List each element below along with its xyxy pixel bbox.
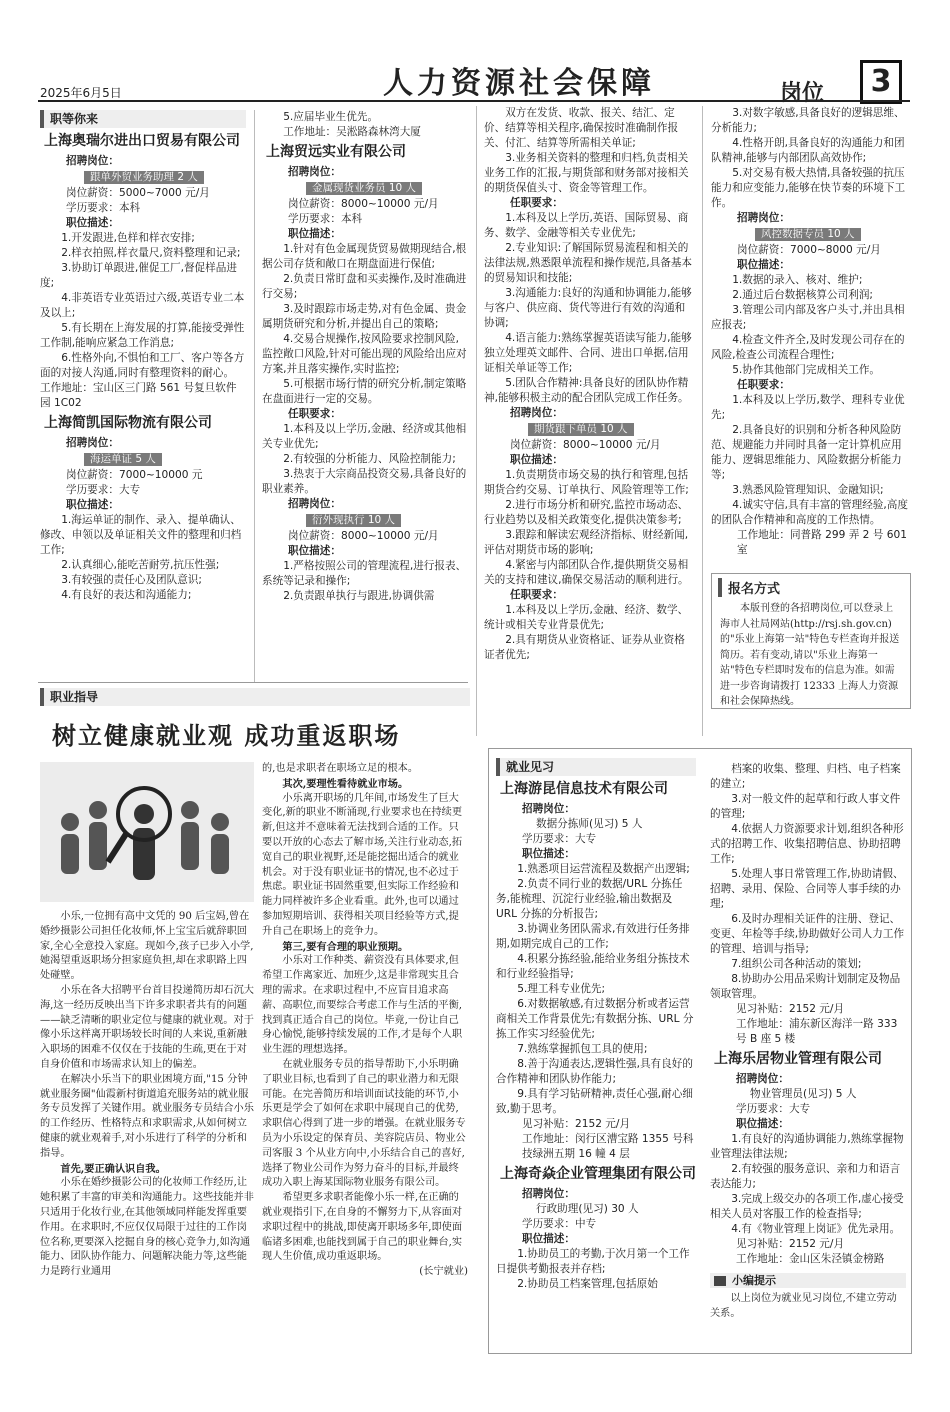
list-line: 2.协助员工档案管理,包括原始 [517, 1278, 658, 1290]
list-line: 5.对交易有极大热情,具备较强的抗压能力和应变能力,能够在快节奏的环境下工作。 [711, 167, 906, 209]
list-line: 1.本科及以上学历,金融、经济或其他相关专业优先; [262, 423, 467, 450]
editor-tip-label: 小编提示 [732, 1274, 776, 1287]
list-line: 7.熟练掌握抓包工具的使用; [517, 1043, 648, 1055]
label: 职位描述： [288, 228, 341, 240]
work-address: 工作地址：同普路 299 弄 2 号 601 室 [737, 529, 907, 556]
work-address: 工作地址：浦东新区海洋一路 333 号 B 座 5 楼 [736, 1018, 898, 1045]
section-bar-guide: 职业指导 [40, 688, 470, 706]
column-divider [476, 106, 477, 736]
list-line: 在就业服务专员的指导帮助下,小乐明确了职业目标,也看到了自己的职业潜力和无限可能。在完善简历和培训面试技能的环节,小乐更是学会了如何在求职中展现自己的优势,求职信心得到了进一步的增强。在就业服务专员为小乐设定的保育员、美容院店员、物业公司客服 3 个从业方向中,小乐结合自己的喜好,选择了物业公司作为努力奋斗的目标,并最终成功入职上海某国际物业服务有限公司。 [262, 1058, 466, 1189]
list-line: 3.管理公司内部及客户头寸,并出具相应报表; [711, 304, 905, 331]
list-line: 1.本科及以上学历,数学、理科专业优先; [711, 394, 905, 421]
label: 招聘岗位： [737, 212, 790, 224]
list-line: 1.针对有色金属现货贸易做期现结合,根据公司存货和敞口在期盘面进行保值; [262, 243, 467, 270]
education: 学历要求：大专 [736, 1103, 811, 1115]
column-4 [711, 106, 911, 558]
list-line: 5.理工科专业优先; [517, 983, 606, 995]
requirement-list [711, 393, 911, 528]
label: 任职要求： [288, 408, 341, 420]
list-line: 1.有良好的沟通协调能力,熟练掌握物业管理法律法规; [710, 1133, 904, 1160]
list-line: 3.熟悉风险管理知识、金融知识; [732, 484, 884, 496]
label: 职位描述： [288, 545, 341, 557]
page-number: 3 [860, 60, 902, 104]
list-line: 4.性格开朗,具备良好的沟通能力和团队精神,能够与内部团队高效协作; [711, 137, 905, 164]
duty-list [710, 1132, 906, 1237]
guide-column-2 [262, 762, 468, 1280]
list-line: 小乐在婚纱摄影公司的化妆师工作经历,让她积累了丰富的审美和沟通能力。这些技能并非只适用于化妆行业,在其他领域同样能发挥重要作用。在求职时,不应仅仅局限于过往的工作岗位名称,更要深入挖掘自身的核心竞争力,如沟通能力、团队协作能力、问题解决能力等,这些能力是跨行业通用 [40, 1177, 254, 1278]
list-line: 5.有长期在上海发展的打算,能接受弹性工作制,能响应紧急工作消息; [40, 322, 245, 349]
list-line: 5.应届毕业生优先。 [283, 111, 379, 123]
section-bar-internship: 就业见习 [496, 758, 696, 776]
intro-paragraphs [40, 910, 254, 1162]
list-line: 7.组织公司各种活动的策划; [731, 958, 862, 970]
label: 职位描述： [510, 454, 563, 466]
notebook-icon [714, 1276, 726, 1286]
allowance: 见习补贴：2152 元/月 [736, 1238, 845, 1250]
list-line: 4.检查文件齐全,及时发现公司存在的风险,检查公司流程合理性; [711, 334, 905, 361]
label: 职位描述： [522, 1233, 575, 1245]
list-line: 小乐,一位拥有高中文凭的 90 后宝妈,曾在婚纱摄影公司担任化妆师,怀上宝宝后就辞职回家,全心全意投入家庭。现如今,孩子已步入小学,她渴望重返职场分担家庭负担,却在求职路上四处碰壁。 [40, 911, 254, 982]
company-name: 上海贸远实业有限公司 [266, 144, 406, 160]
apply-method-box [711, 573, 911, 709]
label: 招聘岗位： [522, 803, 575, 815]
list-line: 2.负责跟单执行与跟进,协调供需 [283, 590, 435, 602]
list-line: 3.完成上级交办的各项工作,虚心接受相关人员对客服工作的检查指导; [710, 1193, 904, 1220]
company-name: 上海游昆信息技术有限公司 [500, 781, 668, 797]
list-line: 3.有较强的责任心及团队意识; [61, 574, 202, 586]
list-line: 3.跟踪和解读宏观经济指标、财经新闻,评估对期货市场的影响; [484, 529, 689, 556]
list-line: 1.熟悉项目运营流程及数据产出逻辑; [517, 863, 690, 875]
salary: 岗位薪资：8000~10000 元/月 [288, 198, 439, 210]
post-text: 风控数据专员 10 人 [755, 228, 861, 241]
list-line: 2.有较强的服务意识、亲和力和语言表达能力; [710, 1163, 901, 1190]
column-2 [262, 110, 468, 604]
education: 学历要求：中专 [522, 1218, 597, 1230]
post-text: 海运单证 5 人 [84, 453, 162, 466]
list-line: 2.负责不同行业的数据/URL 分拣任务,能梳理、沉淀行业经验,输出数据及 URL 分拣的分析报告; [496, 878, 683, 920]
column-divider [702, 106, 703, 736]
list-line: 8.协助办公用品采购计划制定及物品领取管理。 [710, 973, 901, 1000]
list-line: 8.善于沟通表达,逻辑性强,具有良好的合作精神和团队协作能力; [496, 1058, 693, 1085]
list-line: 4.语言能力:熟练掌握英语读写能力,能够独立处理英文邮件、合同、进出口单据,信用证相关单证等工作; [484, 332, 692, 374]
work-address: 工作地址：金山区朱泾镇金榜路 [736, 1253, 885, 1265]
education: 学历要求：本科 [66, 202, 141, 214]
list-line: 4.非英语专业英语过六级,英语专业二本及以上; [40, 292, 245, 319]
list-line: 2.进行市场分析和研究,监控市场动态、行业趋势以及相关政策变化,提供决策参考; [484, 499, 689, 526]
label: 职位描述： [737, 259, 790, 271]
continued-text: 的,也是求职者在职场立足的根本。 [262, 763, 419, 774]
list-line: 小乐对工作种类、薪资没有具体要求,但希望工作离家近、加班少,这是非常现实且合理的需求。在求职过程中,不应盲目追求高薪、高职位,而要综合考虑工作与生活的平衡,找到真正适合自己的岗位。毕竟,一份让自己身心愉悦,能够持续发展的工作,才是每个人职业生涯的理想选择。 [262, 955, 463, 1056]
list-line: 2.具备良好的识别和分析各种风险防范、规避能力并同时具备一定计算机应用能力、逻辑思维能力、风险数据分析能力等; [711, 424, 902, 481]
list-line: 2.有较强的分析能力、风险控制能力; [283, 453, 456, 465]
continued-text [484, 106, 694, 196]
list-line: 6.性格外向,不惧怕和工厂、客户等各方面的对接人沟通,同时有整理资料的耐心。 [40, 352, 245, 379]
internship-column-1 [496, 758, 696, 1292]
list-line: 6.及时办理相关证件的注册、登记、变更、年检等手续,协助做好公司人力工作的管理、培训与指导; [710, 913, 905, 955]
body-paragraphs [262, 954, 468, 1265]
list-line: 5.团队合作精神:具备良好的团队协作精神,能够积极主动的配合团队完成工作任务。 [484, 377, 689, 404]
list-line: 4.交易合规操作,按风险要求控制风险,监控敞口风险,针对可能出现的风险给出应对方案,并且落实操作,实时监控; [262, 333, 467, 375]
requirement-list [711, 106, 911, 211]
salary: 岗位薪资：8000~10000 元/月 [510, 439, 661, 451]
list-line: 4.有良好的表达和沟通能力; [61, 589, 192, 601]
post-text: 数据分拣师(见习) 5 人 [536, 818, 643, 830]
list-line: 4.紧密与内部团队合作,提供期货交易相关的支持和建议,确保交易活动的顺利进行。 [484, 559, 689, 586]
company-name: 上海奇焱企业管理集团有限公司 [500, 1166, 696, 1182]
body-paragraphs [40, 1176, 254, 1280]
header-rule [38, 100, 910, 102]
newspaper-masthead: 人力资源社会保障 [383, 66, 655, 101]
list-line: 4.诚实守信,具有丰富的管理经验,高度的团队合作精神和高度的工作热情。 [711, 499, 908, 526]
education: 学历要求：本科 [288, 213, 363, 225]
list-line: 1.海运单证的制作、录入、提单确认、修改、申领以及单证相关文件的整理和归档工作; [40, 514, 242, 556]
list-line: 3.及时跟踪市场走势,对有色金属、贵金属期货研究和分析,并提出自己的策略; [262, 303, 467, 330]
list-line: 2.样衣拍照,样衣量尺,资料整理和记录; [61, 247, 241, 259]
guide-column-1 [40, 910, 254, 1280]
list-line: 双方在发货、收款、报关、结汇、定价、结算等相关程序,确保按时准确制作报关、付汇、结算等所需相关单证; [484, 107, 679, 149]
company-name: 上海乐居物业管理有限公司 [714, 1051, 882, 1067]
column-divider [254, 110, 255, 682]
continued-text [262, 110, 468, 140]
duty-list [710, 762, 906, 1002]
label: 招聘岗位： [288, 498, 341, 510]
label: 任职要求： [510, 589, 563, 601]
list-line: 3.协助订单跟进,催促工厂,督促样品进度; [40, 262, 237, 289]
label: 招聘岗位： [736, 1073, 789, 1085]
list-line: 2.认真细心,能吃苦耐劳,抗压性强; [61, 559, 220, 571]
duty-list [496, 862, 696, 1117]
work-address: 工作地址：宝山区三门路 561 号复旦软件园 1C02 [40, 382, 237, 409]
label: 招聘岗位： [66, 437, 119, 449]
section-name: 岗位 [780, 81, 825, 106]
post-text: 行政助理(见习) 30 人 [536, 1203, 639, 1215]
requirement-list [262, 422, 468, 497]
guide-bar-wrap [40, 688, 470, 712]
article-illustration [40, 762, 254, 902]
post-badge [262, 513, 468, 528]
list-line: 3.协调业务团队需求,有效进行任务排期,如期完成自己的工作; [496, 923, 690, 950]
list-line: 希望更多求职者能像小乐一样,在正确的就业观指引下,在自身的不懈努力下,从容面对求职过程中的挑战,即使离开职场多年,即使面临诸多困难,也能找到属于自己的职业舞台,实现人生价值,成功重返职场。 [262, 1192, 463, 1263]
duty-list [262, 559, 468, 604]
list-line: 3.沟通能力:良好的沟通和协调能力,能够与客户、供应商、货代等进行有效的沟通和协调; [484, 287, 692, 329]
list-line: 1.严格按照公司的管理流程,进行报表、系统等记录和操作; [262, 560, 467, 587]
list-line: 1.协助员工的考勤,于次月第一个工作日提供考勤报表并存档; [496, 1248, 690, 1275]
list-line: 4.依据人力资源要求计划,组织各种形式的招聘工作、收集招聘信息、协助招聘工作; [710, 823, 904, 865]
list-line: 1.本科及以上学历,英语、国际贸易、商务、数学、金融等相关专业优先; [484, 212, 689, 239]
label: 招聘岗位： [510, 407, 563, 419]
salary: 岗位薪资：7000~10000 元 [66, 469, 203, 481]
post-badge [40, 170, 246, 185]
list-line: 在解决小乐当下的职业困境方面,"15 分钟就业服务圈"仙霞新村街道追充服务站的就业服务专员发挥了关键作用。就业服务专员结合小乐的工作经历、性格特点和求职需求,从如何树立健康的就业观着手,对小乐进行了科学的分析和指导。 [40, 1073, 254, 1159]
post-text: 期货跟下单员 10 人 [528, 423, 634, 436]
list-line: 4.积累分拣经验,能给业务组分拣技术和行业经验指导; [496, 953, 690, 980]
list-line: 2.负责日常盯盘和买卖操作,及时准确进行交易; [262, 273, 467, 300]
post-text: 衍外现执行 10 人 [306, 514, 401, 527]
subheading: 第三,要有合理的职业预期。 [282, 940, 409, 953]
post-text: 跟单外贸业务助理 2 人 [84, 171, 204, 184]
list-line: 5.处理人事日常管理工作,协助请假、招聘、录用、保险、合同等人事手续的办理; [710, 868, 904, 910]
editor-tip-text: 以上岗位为就业见习岗位,不建立劳动关系。 [710, 1293, 897, 1319]
salary: 岗位薪资：7000~8000 元/月 [737, 244, 881, 256]
subheading: 首先,要正确认识自我。 [60, 1162, 166, 1175]
body-paragraph: 小乐离开职场的几年间,市场发生了巨大变化,新的职业不断涌现,行业要求也在持续更新,但这并不意味着无法找到合适的工作。只要以开放的心态去了解市场,关注行业动态,拓宽自己的职业视野,还是能挖掘出适合的就业机会。对于没有职业证书的情况,也不必过于焦虑。职业证书固然重要,但实际工作经验和能力同样被许多企业看重。此外,也可以通过参加短期培训、获得相关项目经验等方式,提升自己在职场上的竞争力。 [262, 792, 463, 937]
list-line: 3.对一般文件的起草和行政人事文件的管理; [710, 793, 901, 820]
list-line: 9.具有学习钻研精神,责任心强,耐心细致,勤于思考。 [496, 1088, 693, 1115]
requirement-list [484, 603, 694, 663]
list-line: 5.可根据市场行情的研究分析,制定策略在盘面进行一定的交易。 [262, 378, 467, 405]
list-line: 1.开发跟进,色样和样衣安排; [61, 232, 195, 244]
salary: 岗位薪资：8000~10000 元/月 [288, 530, 439, 542]
list-line: 5.协作其他部门完成相关工作。 [732, 364, 881, 376]
list-line: 档案的收集、整理、归档、电子档案的建立; [710, 763, 901, 790]
duty-list [40, 231, 246, 381]
apply-method-text: 本版刊登的各招聘岗位,可以登录上海市人社局网站(http://rsj.sh.gov.cn)的"乐业上海第一站"特色专栏查询并报送简历。若有变动,请以"乐业上海第一站"特色专栏即时发布的信息为准。如需进一步咨询请拨打 12333 上海人力资源和社会保障热线。 [720, 603, 900, 707]
subheading: 其次,要理性看待就业市场。 [282, 777, 409, 790]
list-line: 6.对数据敏感,有过数据分析或者运营商相关工作背景优先;有数据分拣、URL 分拣工作实习经验优先; [496, 998, 694, 1040]
list-line: 2.专业知识:了解国际贸易流程和相关的法律法规,熟悉限单流程和操作规范,具备基本的贸易知识和技能; [484, 242, 693, 284]
allowance: 见习补贴：2152 元/月 [736, 1003, 845, 1015]
label: 招聘岗位： [522, 1188, 575, 1200]
internship-column-2 [710, 762, 906, 1322]
duty-list [40, 513, 246, 603]
article-title: 树立健康就业观 成功重返职场 [52, 721, 401, 750]
label: 职位描述： [736, 1118, 789, 1130]
list-line: 3.对数字敏感,具备良好的逻辑思维、分析能力; [711, 107, 905, 134]
section-bar-jobs: 职等你来 [40, 110, 246, 128]
work-address: 工作地址：闵行区漕宝路 1355 号科技绿洲五期 16 幢 4 层 [522, 1133, 694, 1160]
label: 任职要求： [510, 197, 563, 209]
list-line: 3.热衷于大宗商品投资交易,具备良好的职业素养。 [262, 468, 467, 495]
duty-list [262, 242, 468, 407]
list-line: 3.业务相关资料的整理和归档,负责相关业务工作的汇报,与期货部和财务部对接相关的期货保值头寸、资金等管理工作。 [484, 152, 689, 194]
company-name: 上海简凯国际物流有限公司 [44, 415, 212, 431]
list-line: 1.负责期货市场交易的执行和管理,包括期货合约交易、订单执行、风险管理等工作; [484, 469, 689, 496]
post-badge [484, 422, 694, 437]
editor-tip-title [710, 1273, 906, 1288]
allowance: 见习补贴：2152 元/月 [522, 1118, 631, 1130]
post-badge [40, 452, 246, 467]
duty-list [496, 1247, 696, 1292]
list-line: 工作地址：吴淞路森林湾大厦 [283, 126, 421, 138]
byline: (长宁就业) [419, 1266, 468, 1278]
job-seekers-magnifier-icon [40, 762, 254, 902]
list-line: 1.数据的录入、核对、维护; [732, 274, 863, 286]
list-line: 1.本科及以上学历,金融、经济、数学、统计或相关专业背景优先; [484, 604, 689, 631]
label: 职位描述： [522, 848, 575, 860]
list-line: 小乐在各大招聘平台首目投递简历却石沉大海,这一经历反映出当下许多求职者共有的问题——缺乏清晰的职业定位与健康的就业观。对于像小乐这样离开职场较长时间的人来说,重新融入职场的困难不仅仅在于技能的生疏,更在于对自身价值和市场需求认知上的偏差。 [40, 984, 254, 1070]
requirement-list [484, 211, 694, 406]
apply-method-title: 报名方式 [718, 578, 904, 597]
divider [38, 682, 468, 683]
duty-list [711, 273, 911, 378]
post-badge [711, 227, 911, 242]
list-line: 2.通过后台数据核算公司利润; [732, 289, 873, 301]
education: 学历要求：大专 [522, 833, 597, 845]
post-text: 金属现货业务员 10 人 [306, 182, 422, 195]
education: 学历要求：大专 [66, 484, 141, 496]
issue-date: 2025年6月5日 [40, 86, 122, 100]
label: 任职要求： [737, 379, 790, 391]
post-text: 物业管理员(见习) 5 人 [750, 1088, 857, 1100]
label: 招聘岗位： [288, 166, 341, 178]
label: 招聘岗位： [66, 155, 119, 167]
list-line: 2.具有期货从业资格证、证券从业资格证者优先; [484, 634, 685, 661]
label: 职位描述： [66, 499, 119, 511]
duty-list [484, 468, 694, 588]
post-badge [262, 181, 468, 196]
column-1 [40, 110, 246, 603]
list-line: 4.有《物业管理上岗证》优先录用。 [731, 1223, 901, 1235]
company-name: 上海奥瑞尔进出口贸易有限公司 [44, 133, 240, 149]
salary: 岗位薪资：5000~7000 元/月 [66, 187, 210, 199]
column-3 [484, 106, 694, 663]
label: 职位描述： [66, 217, 119, 229]
